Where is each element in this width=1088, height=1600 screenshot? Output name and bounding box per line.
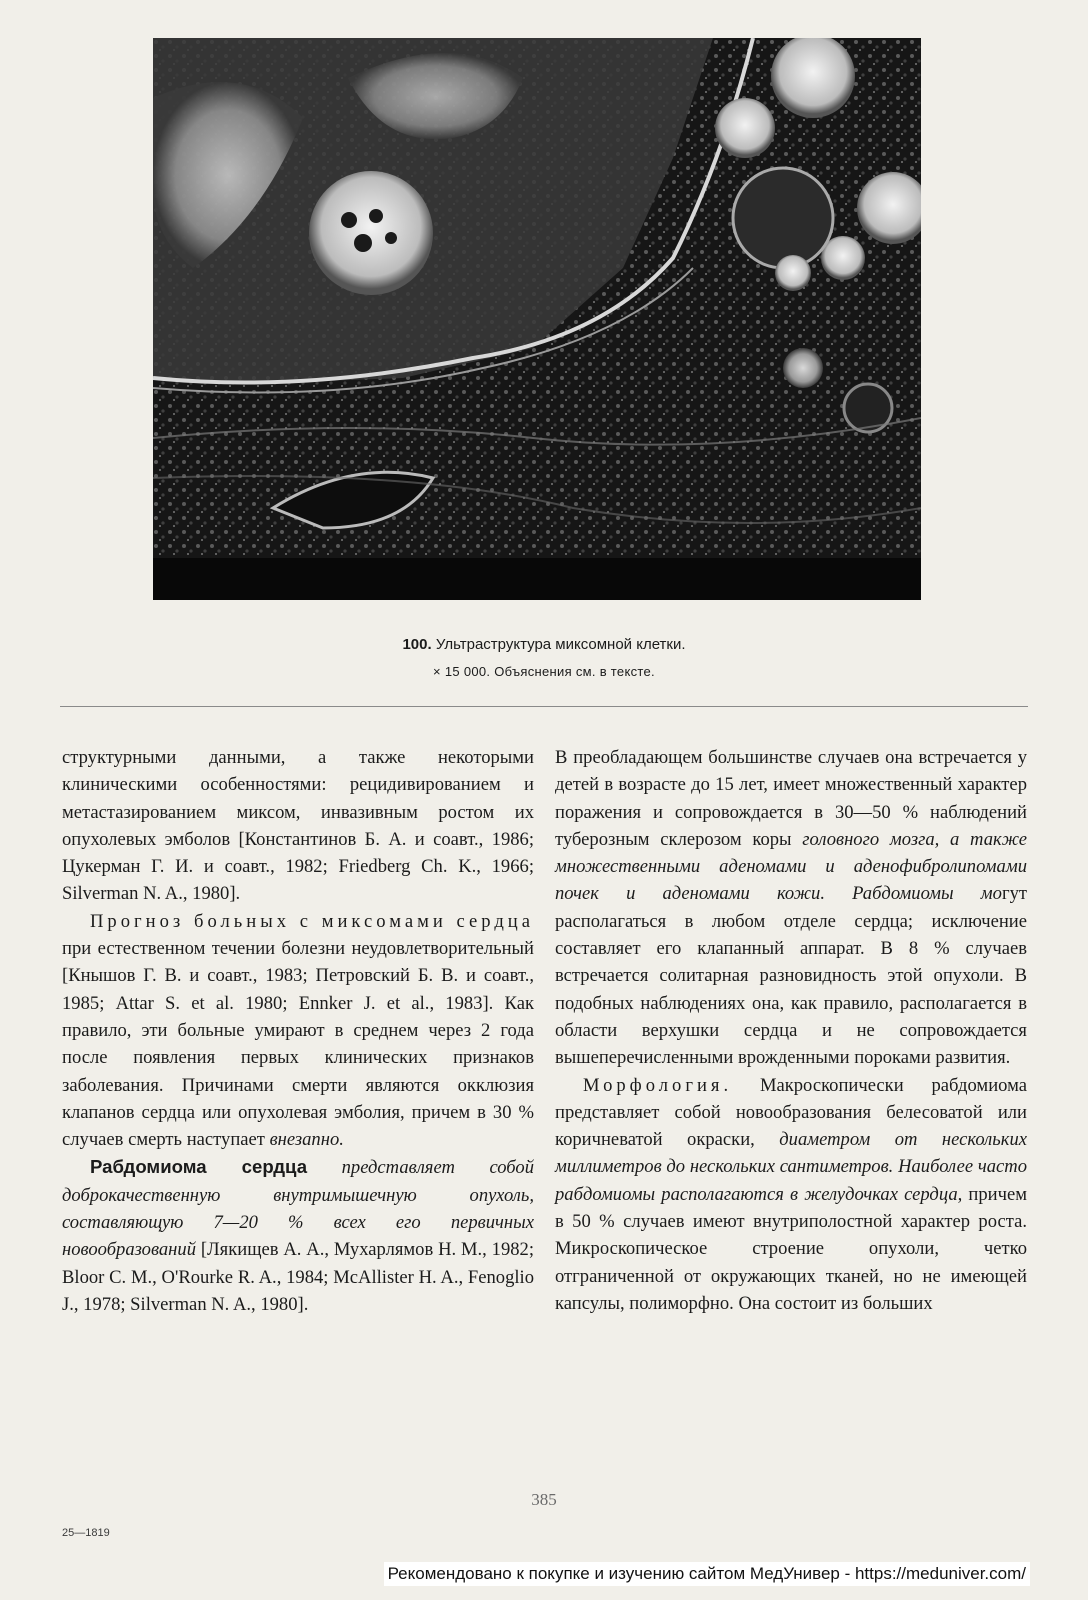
left-paragraph-2: Прогноз больных с миксомами сердца при естественном течении болезни неудовлетворительный [Кнышов Г. В. и соавт., 1983; Петровский Б. В. и соавт., 1985; Attar S. et al. 1980; Ennker J. et al., 1983]. Как правило, эти больные умирают в среднем через 2 года после появления первых клинических признаков заболевания. Причинами смерти являются окклюзия клапанов сердца или опухолевая эмболия, причем в 30 % случаев смерть наступает внезапно. — [62, 910, 534, 1151]
figure-note: × 15 000. Объяснения см. в тексте. — [433, 664, 655, 679]
divider — [60, 706, 1028, 707]
figure-number: 100. — [402, 636, 432, 653]
electron-micrograph — [153, 38, 921, 600]
watermark-link[interactable]: Рекомендовано к покупке и изучению сайтом МедУнивер - https://meduniver.com/ — [384, 1562, 1030, 1586]
page-number: 385 — [531, 1490, 557, 1509]
right-paragraph-2: Морфология. Макроскопически рабдомиома представляет собой новообразования белесоватой или коричневатой окраски, диаметром от нескольких миллиметров до нескольких сантиметров. Наиболее часто рабдомиомы располагаются в желудочках сердца, причем в 50 % случаев имеют внутриполостной характер роста. Микроскопическое строение опухоли, четко отграниченной от окружающих тканей, но не имеющей капсулы, полиморфно. Она состоит из больших — [555, 1074, 1028, 1314]
figure-title: Ультраструктура миксомной клетки. — [435, 636, 686, 653]
right-column — [555, 744, 1027, 1317]
micrograph-image — [153, 38, 921, 600]
left-paragraph-3: Рабдомиома сердца представляет собой доброкачественную внутримышечную опухоль, составляющую 7—20 % всех его первичных новообразований [Лякищев А. А., Мухарлямов Н. М., 1982; Bloor C. M., O'Rourke R. A., 1984; McAllister H. A., Fenoglio J., 1978; Silverman N. A., 1980]. — [62, 1156, 534, 1315]
morphology-lead: Морфология. — [583, 1074, 733, 1096]
left-column — [62, 744, 534, 1318]
rhabdomyoma-heading: Рабдомиома сердца — [90, 1156, 308, 1178]
printer-signature: 25—1819 — [62, 1527, 110, 1539]
figure-caption — [0, 636, 1088, 653]
right-paragraph-1: В преобладающем большинстве случаев она встречается у детей в возрасте до 15 лет, имеет множественный характер поражения и сопровождается в 30—50 % наблюдений туберозным склерозом коры головного мозга, а также множественными аденомами и аденофибролипомами почек и аденомами кожи. Рабдомиомы могут располагаться в любом отделе сердца; исключение составляет его клапанный аппарат. В 8 % случаев встречается солитарная разновидность этой опухоли. В подобных наблюдениях она, как правило, располагается в области верхушки сердца и не сопровождается вышеперечисленными врожденными пороками развития. — [555, 747, 1027, 1069]
left-paragraph-1: структурными данными, а также некоторыми клиническими особенностями: рецидивированием и метастазированием миксом, инвазивным ростом их опухолевых эмболов [Константинов Б. А. и соавт., 1986; Цукерман Г. И. и соавт., 1982; Friedberg Ch. K., 1966; Silverman N. A., 1980]. — [62, 747, 534, 905]
prognosis-lead: Прогноз больных с миксомами сердца — [90, 910, 534, 932]
